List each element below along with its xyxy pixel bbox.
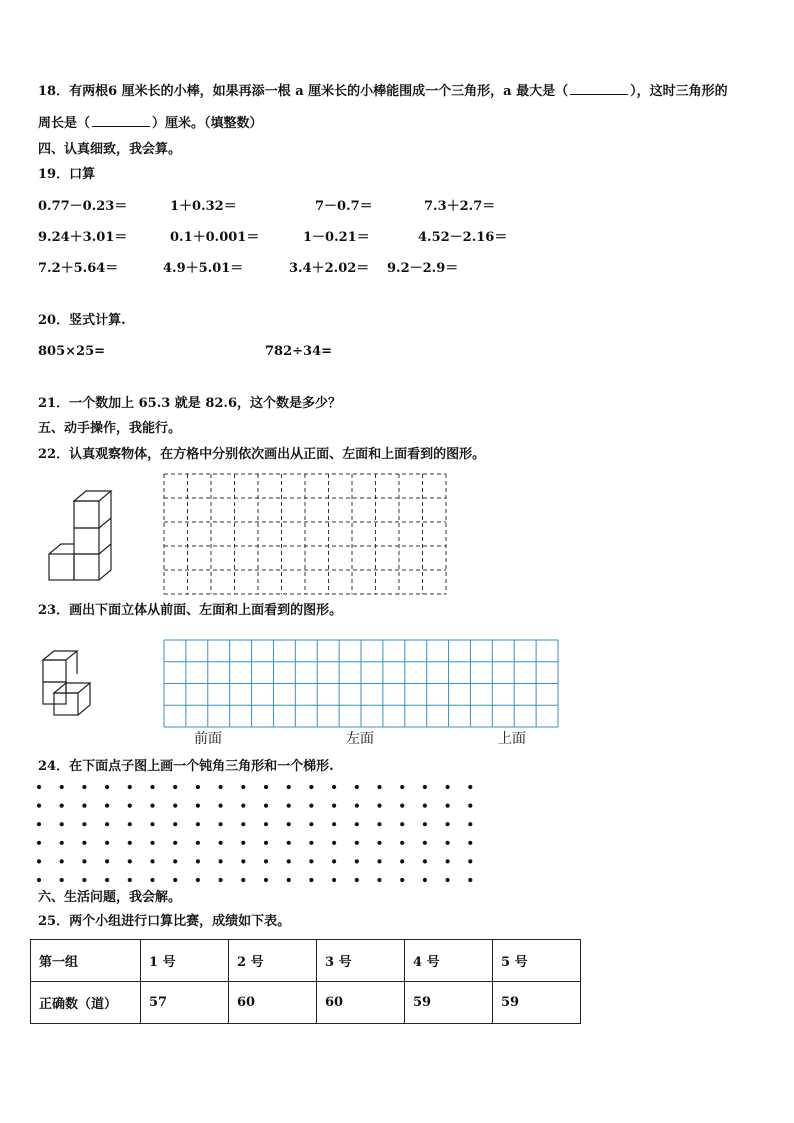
grid-dot xyxy=(219,785,223,789)
grid-dot xyxy=(264,841,268,845)
grid-dot xyxy=(82,822,86,826)
grid-dot xyxy=(82,841,86,845)
grid-dot xyxy=(60,785,64,789)
q19-r2c3: 1－0.21＝ xyxy=(303,230,370,245)
grid-dot xyxy=(423,804,427,808)
grid-dot xyxy=(400,841,404,845)
grid-dot xyxy=(309,785,313,789)
q18-line2 xyxy=(38,116,263,132)
grid-dot xyxy=(423,878,427,882)
grid-dot xyxy=(219,804,223,808)
grid-dot xyxy=(128,878,132,882)
q18-blank-max[interactable] xyxy=(570,84,628,95)
grid-dot xyxy=(37,859,41,863)
grid-dot xyxy=(287,859,291,863)
grid-dot xyxy=(60,859,64,863)
grid-dot xyxy=(287,804,291,808)
grid-dot xyxy=(196,822,200,826)
grid-dot xyxy=(105,878,109,882)
grid-dot xyxy=(196,859,200,863)
grid-dot xyxy=(264,804,268,808)
grid-dot xyxy=(446,822,450,826)
q19-r1c1: 0.77－0.23＝ xyxy=(38,199,128,214)
grid-dot xyxy=(60,841,64,845)
grid-dot xyxy=(377,804,381,808)
grid-dot xyxy=(355,878,359,882)
grid-dot xyxy=(60,822,64,826)
grid-dot xyxy=(219,841,223,845)
grid-dot xyxy=(128,785,132,789)
q25-score-table xyxy=(30,939,581,1024)
grid-dot xyxy=(264,878,268,882)
grid-dot xyxy=(287,841,291,845)
table-cell: 57 xyxy=(141,982,229,1024)
grid-dot xyxy=(60,804,64,808)
grid-dot xyxy=(150,878,154,882)
table-header-cell: 3 号 xyxy=(317,940,405,982)
grid-dot xyxy=(400,878,404,882)
grid-dot xyxy=(332,841,336,845)
grid-dot xyxy=(82,785,86,789)
grid-dot xyxy=(400,859,404,863)
grid-dot xyxy=(241,859,245,863)
q18-text-b: ），这时三角形的 xyxy=(630,84,728,99)
q22-dashed-drawing-grid[interactable] xyxy=(163,473,447,595)
grid-dot xyxy=(332,878,336,882)
grid-dot xyxy=(173,785,177,789)
grid-dot xyxy=(377,785,381,789)
grid-dot xyxy=(241,785,245,789)
grid-dot xyxy=(150,785,154,789)
table-cell: 正确数（道） xyxy=(31,982,141,1024)
grid-dot xyxy=(400,785,404,789)
q21-text: 21．一个数加上 65.3 就是 82.6，这个数是多少？ xyxy=(38,396,341,411)
grid-dot xyxy=(468,804,472,808)
grid-dot xyxy=(423,785,427,789)
grid-dot xyxy=(264,822,268,826)
grid-dot xyxy=(468,841,472,845)
table-header-cell: 第一组 xyxy=(31,940,141,982)
grid-dot xyxy=(446,878,450,882)
grid-dot xyxy=(446,804,450,808)
grid-dot xyxy=(377,859,381,863)
grid-dot xyxy=(287,822,291,826)
q20-item-1: 805×25= xyxy=(38,344,106,359)
grid-dot xyxy=(37,785,41,789)
grid-dot xyxy=(332,822,336,826)
grid-dot xyxy=(423,859,427,863)
q18-line1 xyxy=(38,84,728,100)
grid-dot xyxy=(219,822,223,826)
q23-solid-figure xyxy=(40,648,104,718)
table-header-cell: 5 号 xyxy=(493,940,581,982)
grid-dot xyxy=(355,859,359,863)
grid-dot xyxy=(287,785,291,789)
q23-blue-drawing-grid[interactable] xyxy=(163,639,559,728)
grid-dot xyxy=(241,878,245,882)
grid-dot xyxy=(377,822,381,826)
q22-cube-stack-figure xyxy=(46,488,118,584)
grid-dot xyxy=(150,859,154,863)
grid-dot xyxy=(196,804,200,808)
q19-r3c2: 4.9＋5.01＝ xyxy=(163,261,244,276)
grid-dot xyxy=(468,785,472,789)
q18-text-a: 18．有两根6 厘米长的小棒，如果再添一根 a 厘米长的小棒能围成一个三角形，a 最大是（ xyxy=(38,84,569,99)
q19-r2c2: 0.1＋0.001＝ xyxy=(170,230,260,245)
grid-dot xyxy=(377,878,381,882)
grid-dot xyxy=(355,785,359,789)
table-header-cell: 2 号 xyxy=(229,940,317,982)
q18-text-d: ）厘米。（填整数） xyxy=(152,116,263,131)
table-cell: 60 xyxy=(317,982,405,1024)
grid-dot xyxy=(355,804,359,808)
table-cell: 60 xyxy=(229,982,317,1024)
q18-blank-perimeter[interactable] xyxy=(92,116,150,127)
grid-dot xyxy=(446,841,450,845)
grid-dot xyxy=(196,785,200,789)
grid-dot xyxy=(219,859,223,863)
grid-dot xyxy=(355,841,359,845)
grid-dot xyxy=(150,804,154,808)
grid-dot xyxy=(377,841,381,845)
grid-dot xyxy=(82,859,86,863)
grid-dot xyxy=(105,804,109,808)
grid-dot xyxy=(173,841,177,845)
grid-dot xyxy=(423,822,427,826)
q20-item-2: 782÷34= xyxy=(265,344,333,359)
grid-dot xyxy=(264,859,268,863)
grid-dot xyxy=(128,804,132,808)
grid-dot xyxy=(400,822,404,826)
grid-dot xyxy=(196,841,200,845)
grid-dot xyxy=(468,878,472,882)
grid-dot xyxy=(150,822,154,826)
q19-r1c4: 7.3＋2.7＝ xyxy=(424,199,496,214)
grid-dot xyxy=(150,841,154,845)
grid-dot xyxy=(287,878,291,882)
table-row xyxy=(31,982,581,1024)
grid-dot xyxy=(468,822,472,826)
grid-dot xyxy=(264,785,268,789)
grid-dot xyxy=(332,804,336,808)
q23-text: 23．画出下面立体从前面、左面和上面看到的图形。 xyxy=(38,603,343,618)
grid-dot xyxy=(105,785,109,789)
q24-text: 24．在下面点子图上画一个钝角三角形和一个梯形. xyxy=(38,759,334,774)
grid-dot xyxy=(241,804,245,808)
grid-dot xyxy=(332,785,336,789)
table-cell: 59 xyxy=(405,982,493,1024)
q25-text: 25．两个小组进行口算比赛，成绩如下表。 xyxy=(38,914,291,929)
grid-dot xyxy=(37,804,41,808)
grid-dot xyxy=(128,822,132,826)
q23-label-top: 上面 xyxy=(498,731,526,747)
q22-text: 22．认真观察物体，在方格中分别依次画出从正面、左面和上面看到的图形。 xyxy=(38,447,486,462)
grid-dot xyxy=(241,841,245,845)
grid-dot xyxy=(309,822,313,826)
section-6-heading: 六、生活问题，我会解。 xyxy=(38,890,182,905)
grid-dot xyxy=(446,785,450,789)
table-header-cell: 1 号 xyxy=(141,940,229,982)
grid-dot xyxy=(105,859,109,863)
q23-label-left: 左面 xyxy=(346,731,374,747)
grid-dot xyxy=(309,859,313,863)
q24-dot-grid[interactable] xyxy=(34,782,496,886)
grid-dot xyxy=(82,878,86,882)
q19-title: 19．口算 xyxy=(38,167,96,182)
q19-r3c1: 7.2＋5.64＝ xyxy=(38,261,119,276)
table-cell: 59 xyxy=(493,982,581,1024)
q19-r1c2: 1＋0.32＝ xyxy=(170,199,237,214)
q19-r1c3: 7－0.7＝ xyxy=(315,199,373,214)
q23-label-front: 前面 xyxy=(194,731,222,747)
table-row xyxy=(31,940,581,982)
q18-text-c: 周长是（ xyxy=(38,116,91,131)
grid-dot xyxy=(37,841,41,845)
grid-dot xyxy=(309,878,313,882)
grid-dot xyxy=(105,841,109,845)
grid-dot xyxy=(173,804,177,808)
q19-r2c1: 9.24＋3.01＝ xyxy=(38,230,128,245)
section-5-heading: 五、动手操作，我能行。 xyxy=(38,421,182,436)
q19-r3c4: 9.2－2.9＝ xyxy=(387,261,459,276)
grid-dot xyxy=(128,859,132,863)
grid-dot xyxy=(241,822,245,826)
table-header-cell: 4 号 xyxy=(405,940,493,982)
grid-dot xyxy=(37,822,41,826)
grid-dot xyxy=(468,859,472,863)
q19-r2c4: 4.52－2.16＝ xyxy=(418,230,508,245)
section-4-heading: 四、认真细致，我会算。 xyxy=(38,142,182,157)
grid-dot xyxy=(196,878,200,882)
grid-dot xyxy=(309,804,313,808)
grid-dot xyxy=(128,841,132,845)
grid-dot xyxy=(332,859,336,863)
grid-dot xyxy=(423,841,427,845)
grid-dot xyxy=(355,822,359,826)
grid-dot xyxy=(309,841,313,845)
grid-dot xyxy=(37,878,41,882)
grid-dot xyxy=(82,804,86,808)
grid-dot xyxy=(105,822,109,826)
grid-dot xyxy=(219,878,223,882)
grid-dot xyxy=(400,804,404,808)
grid-dot xyxy=(446,859,450,863)
grid-dot xyxy=(173,859,177,863)
q19-r3c3: 3.4＋2.02＝ xyxy=(289,261,370,276)
grid-dot xyxy=(173,878,177,882)
grid-dot xyxy=(60,878,64,882)
q20-title: 20．竖式计算. xyxy=(38,313,126,328)
grid-dot xyxy=(173,822,177,826)
